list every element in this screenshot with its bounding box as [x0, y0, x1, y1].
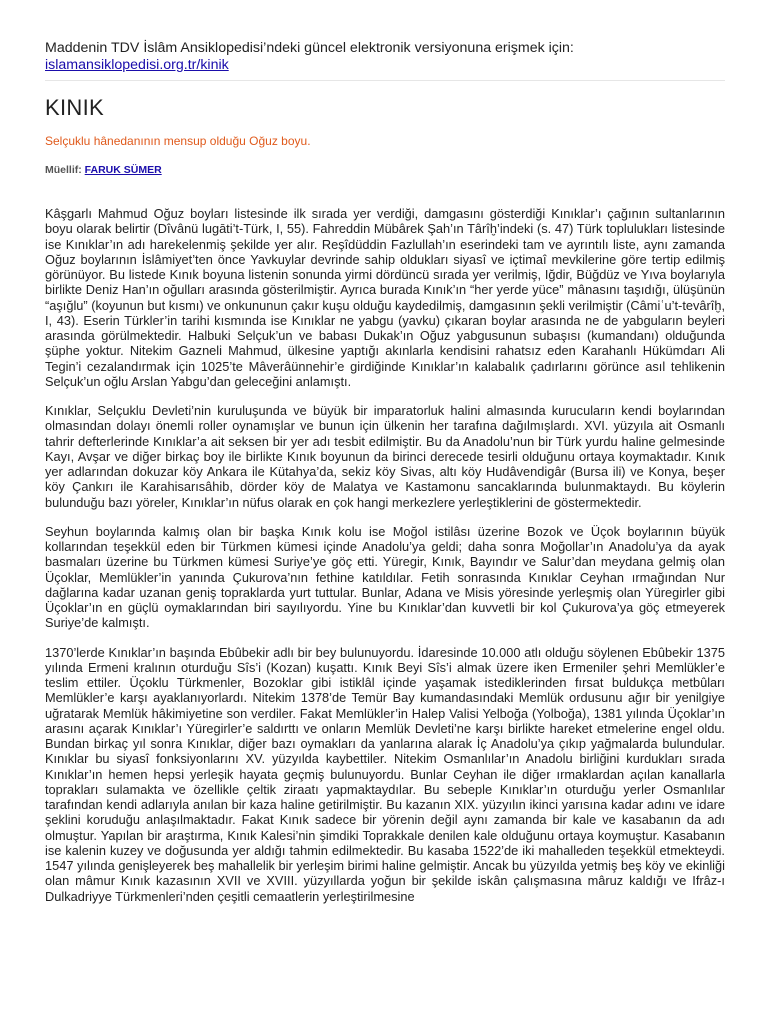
author-link[interactable]: FARUK SÜMER: [84, 164, 162, 176]
paragraph-4: 1370’lerde Kınıklar’ın başında Ebûbekir adlı bir bey bulunuyordu. İdaresinde 10.000 atlı olduğu söylenen Ebûbekir 1375 yılında Ermeni kralının oturduğu Sîs’i (Kozan) kuşattı. Kınık Beyi Sîs’i almak üzere iken Ermeniler şehri Memlükler’e teslim ettiler. Üçoklu Türkmenler, Bozoklar gibi istiklâl içinde yaşamak istediklerinden fırsat buldukça metbûları Memlükler’e karşı ayaklanıyorlardı. Nitekim 1378’de Temür Bay kumandasındaki Memlük ordusunu ağır bir yenilgiye uğratarak Memlük hâkimiyetine son verdiler. Fakat Memlükler’in Halep Valisi Yelboğa (Yolboğa), 1381 yılında Üçoklar’ın arasını açarak Kınıklar’ı Yüregirler’e saldırttı ve onların Memlük Devleti’ne karşı birlikte hareket etmelerine engel oldu. Bundan birkaç yıl sonra Kınıklar, diğer bazı oymakları da yanlarına alarak İç Anadolu’ya çıkıp yağmalarda bulundular. Kınıklar bu siyasî fonksiyonlarını XV. yüzyılda kaybettiler. Nitekim Osmanlılar’ın Anadolu birliğini kurdukları sırada Kınıklar’ın hemen hepsi yerleşik hayata geçmiş bulunuyordu. Bunlar Ceyhan ile diğer ırmaklardan açılan kanallarla toprakları sulamakta ve özellikle çeltik ziraatı yapmaktaydılar. Bu sebeple Kınıklar’ın oturduğu yerler Osmanlılar tarafından kendi adlarıyla anılan bir kaza haline getirilmiştir. Bu kazanın XIX. yüzyılın ikinci yarısına kadar adını ve idare şeklini koruduğu anlaşılmaktadır. Fakat Kınık sadece bir yörenin değil aynı zamanda bir kale ve kasabanın da adı olmuştur. Yapılan bir araştırma, Kınık Kalesi’nin şimdiki Toprakkale denilen kale olduğunu ortaya koymuştur. Kasabanın ise kalenin kuzey ve doğusunda yer aldığı tahmin edilmektedir. Bu kasaba 1522’de iki mahalleden teşekkül etmekteydi. 1547 yılında genişleyerek beş mahallelik bir yerleşim birimi haline gelmiştir. Ancak bu yüzyılda yetmiş beş köy ve ekinliği olan mâmur Kınık kazasının XVII ve XVIII. yüzyıllarda yoğun bir şekilde iskân çalışmasına mâruz kaldığı ve Ifrâz-ı Dulkadriyye Türkmenleri’nden çeşitli cemaatlerin yerleştirilmesine: [45, 644, 725, 904]
edition-notice-text: Maddenin TDV İslâm Ansiklopedisi’ndeki güncel elektronik versiyonuna erişmek için:: [45, 40, 574, 56]
edition-notice: [45, 40, 725, 74]
paragraph-2: Kınıklar, Selçuklu Devleti’nin kuruluşunda ve büyük bir imparatorluk halini almasında kurucuların kendi boylarından olmasından dolayı önemli roller oynamışlar ve bunun için ülkenin her tarafına dağılmışlardı. XVI. yüzyıla ait Osmanlı tahrir defterlerinde Kınıklar’a ait seksen bir yer adı tesbit edilmiştir. Bu da Anadolu’nun bir Türk yurdu haline gelmesinde Kayı, Avşar ve diğer birkaç boy ile birlikte Kınık boyunun da birinci derecede tesirli olduğunu ortaya koymaktadır. Kınık yer adlarından dokuzar köy Ankara ile Kütahya’da, sekiz köy Sivas, altı köy Hudâvendigâr (Bursa ili) ve Konya, beşer köy Çankırı ile Karahisarısâhib, dörder köy de Malatya ve Kastamonu sancaklarında bulunmaktaydı. Bu köylerin bulunduğu bazı yöreler, Kınıklar’ın nüfus olarak en çok hangi merkezlere yerleştiklerini de göstermektedir.: [45, 403, 725, 510]
article-title: KINIK: [45, 95, 104, 120]
encyclopedia-link[interactable]: islamansiklopedisi.org.tr/kinik: [45, 57, 229, 73]
header-divider: [45, 80, 725, 81]
article-body: [45, 206, 725, 904]
article-subtitle: Selçuklu hânedanının mensup olduğu Oğuz boyu.: [45, 134, 311, 148]
paragraph-3: Seyhun boylarında kalmış olan bir başka Kınık kolu ise Moğol istilâsı üzerine Bozok ve Üçok boylarının büyük kollarından teşekkül eden bir Türkmen kümesi içinde Anadolu’ya geldi; daha sonra Moğollar’ın Anadolu’ya da ayak basmaları üzerine bu Türkmen kümesi Suriye’ye göç etti. Yüregir, Kınık, Bayındır ve Salur’dan meydana gelmiş olan Üçoklar, Memlükler’in yanında Çukurova’nın fethine katıldılar. Fetih sonrasında Kınıklar Ceyhan ırmağından Nur dağlarına kadar uzanan geniş topraklarda yurt tuttular. Bunlar, Adana ve Misis yöresinde yerleşmiş olan Yüregirler gibi Üçoklar’ın en güçlü oymaklarından biri sayılıyordu. Yine bu Kınıklar’dan kuvvetli bir kol Çukurova’ya göç etmeyerek Suriye’de kalmıştı.: [45, 523, 725, 631]
author-row: [45, 164, 725, 176]
paragraph-1: Kâşgarlı Mahmud Oğuz boyları listesinde ilk sırada yer verdiği, damgasını gösterdiği Kınıklar’ı çağının sultanlarının boyu olarak belirtir (Dîvânü lugāti’t-Türk, I, 55). Fahreddin Mübârek Şah’ın Târîḫ’indeki (s. 47) Türk toplulukları listesinde ise Kınıklar’ın adı harekelenmiş şekilde yer alır. Reşîdüddin Fazlullah’ın eserindeki tam ve ayrıntılı liste, aynı zamanda Oğuz boylarının İslâmiyet’ten önce Yavkuylar devrinde sahip oldukları siyasî ve içtimaî mevkilerine göre tertip edilmiş görünüyor. Bu listede Kınık boyuna listenin sonunda yirmi dördüncü sırada yer verilmiş, Iğdir, Büğdüz ve Yıva boylarıyla birlikte Deniz Han’ın oğulları arasında gösterilmiştir. Ayrıca burada Kınık’ın “her yerde yüce” mânasını taşıdığı, ülüşünün “aşığlu” (koyunun but kısmı) ve onkununun çakır kuşu olduğu kaydedilmiş, damgasının şekli verilmiştir (Câmiʿu’t-tevârîḫ, I, 43). Eserin Türkler’in tarihi kısmında ise Kınıklar ne yabgu (yavku) çıkaran boylar arasında ne de yabguların beyleri arasında görülmektedir. Halbuki Selçuk’un ve babası Dukak’ın Oğuz yabgusunun subaşısı (kumandanı) olduğunda şüphe yoktur. Nitekim Gazneli Mahmud, ülkesine yaptığı akınlarla kendisini rahatsız eden Karahanlı Hükümdarı Ali Tegin’i cezalandırmak için 1025’te Mâverâünnehir’e girdiğinde Kınıklar’ın kalabalık çadırlarını görünce asıl tehlikenin Selçuk’un oğlu Arslan Yabgu’dan geleceğini anlamıştı.: [45, 206, 725, 389]
page: [45, 40, 725, 918]
author-label: Müellif:: [45, 164, 82, 176]
